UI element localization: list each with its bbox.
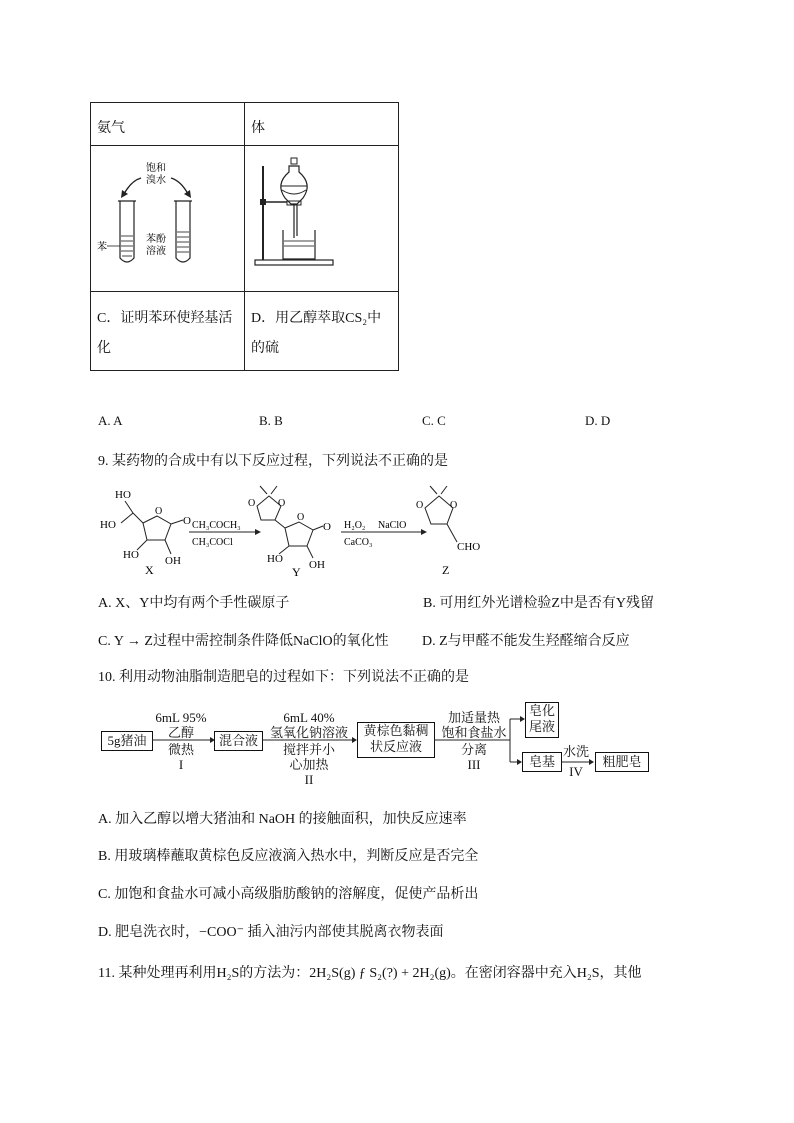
q8-option-b: B. B [259, 413, 283, 428]
x-ho-bottom: HO [123, 549, 139, 561]
x-ho-side: HO [100, 519, 116, 531]
cell-c-caption-text: C．证明苯环使羟基活化 [97, 311, 233, 356]
flow-step1-top2: 乙醇 [167, 725, 194, 740]
fig-label-benzene: 苯 [97, 242, 107, 253]
cell-d-header [245, 103, 399, 146]
cell-d-caption [245, 292, 399, 371]
flow-lard-box: 5g猪油 [101, 731, 153, 751]
q10-option-c: C. 加饱和食盐水可减小高级脂肪酸钠的溶解度，促使产品析出 [98, 887, 479, 902]
q8-option-d: D. D [585, 413, 611, 428]
flow-step2-top1: 6mL 40% [283, 710, 335, 725]
cell-c-figure [91, 146, 245, 292]
q11-stem: 11. 某种处理再利用H₂S的方法为：2H₂S(g) ƒ S₂(?) + 2H₂(g)。在密闭容器中充入H₂S，其他 [98, 966, 642, 981]
reagent-acetyl-chloride: CH₃COCl [192, 537, 233, 548]
flow-waste-line1: 皂化 [528, 703, 555, 718]
reagent-naclo: NaClO [378, 520, 407, 531]
fig-label-saturated: 饱和 [146, 163, 166, 174]
q9-option-d: D. Z与甲醛不能发生羟醛缩合反应 [422, 634, 630, 649]
x-ho-top: HO [115, 489, 131, 501]
cell-c-caption [91, 292, 245, 371]
flow-step1-bot2: I [178, 757, 184, 772]
flow-step1-bot1: 微热 [167, 742, 194, 757]
bromine-water-test-tubes-figure [91, 146, 244, 286]
x-ring-o: O [155, 506, 163, 517]
z-ring-o2: O [416, 500, 424, 511]
reagent-acetone: CH₃COCH₃ [192, 520, 241, 531]
cell-c-header [91, 103, 245, 146]
flow-waste-line2: 尾液 [528, 719, 555, 734]
flow-step2-top2: 氢氧化钠溶液 [269, 725, 348, 740]
flow-crude-soap-box: 粗肥皂 [595, 752, 649, 772]
q10-stem: 10. 利用动物油脂制造肥皂的过程如下：下列说法不正确的是 [98, 670, 469, 685]
fig-label-phenol: 苯酚 [146, 234, 166, 245]
flow-soap-base-box: 皂基 [522, 752, 562, 772]
x-carbonyl-o: O [183, 515, 191, 527]
separatory-funnel-figure [245, 146, 398, 286]
experiment-table [90, 102, 399, 371]
q10-option-b: B. 用玻璃棒蘸取黄棕色反应液滴入热水中，判断反应是否完全 [98, 849, 479, 864]
y-oh-bottom: OH [309, 559, 325, 571]
flow-step3-top2: 饱和食盐水 [441, 725, 507, 740]
flow-step2-bot2: 心加热 [289, 757, 329, 772]
reagent-h2o2: H₂O₂ [344, 520, 366, 531]
cell-d-caption-text: D．用乙醇萃取CS₂中的硫 [251, 311, 382, 356]
q8-option-a: A. A [98, 413, 123, 428]
label-z: Z [442, 563, 450, 577]
flow-brown-line1: 黄棕色黏稠 [363, 723, 429, 738]
z-ring-o1: O [450, 500, 458, 511]
q9-option-b: B. 可用红外光谱检验Z中是否有Y残留 [423, 596, 654, 611]
flow-arrows [150, 700, 610, 780]
q9-option-c: C. Y → Z过程中需控制条件降低NaClO的氧化性 [98, 634, 389, 649]
flow-step3-bot1: 分离 [460, 742, 487, 757]
y-ring-o: O [297, 512, 305, 523]
q10-option-d: D. 肥皂洗衣时，−COO⁻ 插入油污内部使其脱离衣物表面 [98, 925, 444, 940]
flow-step3-top1: 加适量热 [447, 710, 500, 725]
flow-step1-top1: 6mL 95% [155, 710, 207, 725]
label-y: Y [292, 565, 301, 578]
q9-reaction-scheme [95, 478, 515, 578]
flow-step3-bot2: III [467, 757, 481, 772]
flow-mixture-box: 混合液 [214, 731, 263, 751]
flow-brown-line2: 状反应液 [369, 739, 422, 754]
flow-step4-bot: IV [569, 764, 583, 779]
fig-label-bromine-water: 溴水 [146, 175, 166, 186]
cell-c-header-text: 氨气 [97, 121, 125, 136]
y-dioxolane-o1: O [278, 498, 286, 509]
label-x: X [145, 563, 154, 577]
q9-option-a: A. X、Y中均有两个手性碳原子 [98, 596, 290, 611]
x-oh-bottom: OH [165, 555, 181, 567]
y-carbonyl-o: O [323, 521, 331, 533]
reagent-caco3: CaCO₃ [344, 537, 373, 548]
fig-label-solution: 溶液 [146, 246, 166, 257]
q10-option-a: A. 加入乙醇以增大猪油和 NaOH 的接触面积，加快反应速率 [98, 812, 467, 827]
flow-step2-bot3: II [304, 772, 314, 787]
q8-option-c: C. C [422, 413, 446, 428]
y-ho-bottom: HO [267, 553, 283, 565]
cell-d-figure [245, 146, 399, 292]
z-aldehyde: CHO [457, 541, 481, 553]
cell-d-header-text: 体 [251, 121, 265, 136]
q9-stem: 9. 某药物的合成中有以下反应过程，下列说法不正确的是 [98, 454, 448, 469]
y-dioxolane-o2: O [248, 498, 256, 509]
flow-step2-bot1: 搅拌并小 [282, 742, 335, 757]
flow-step4-top: 水洗 [562, 744, 589, 759]
